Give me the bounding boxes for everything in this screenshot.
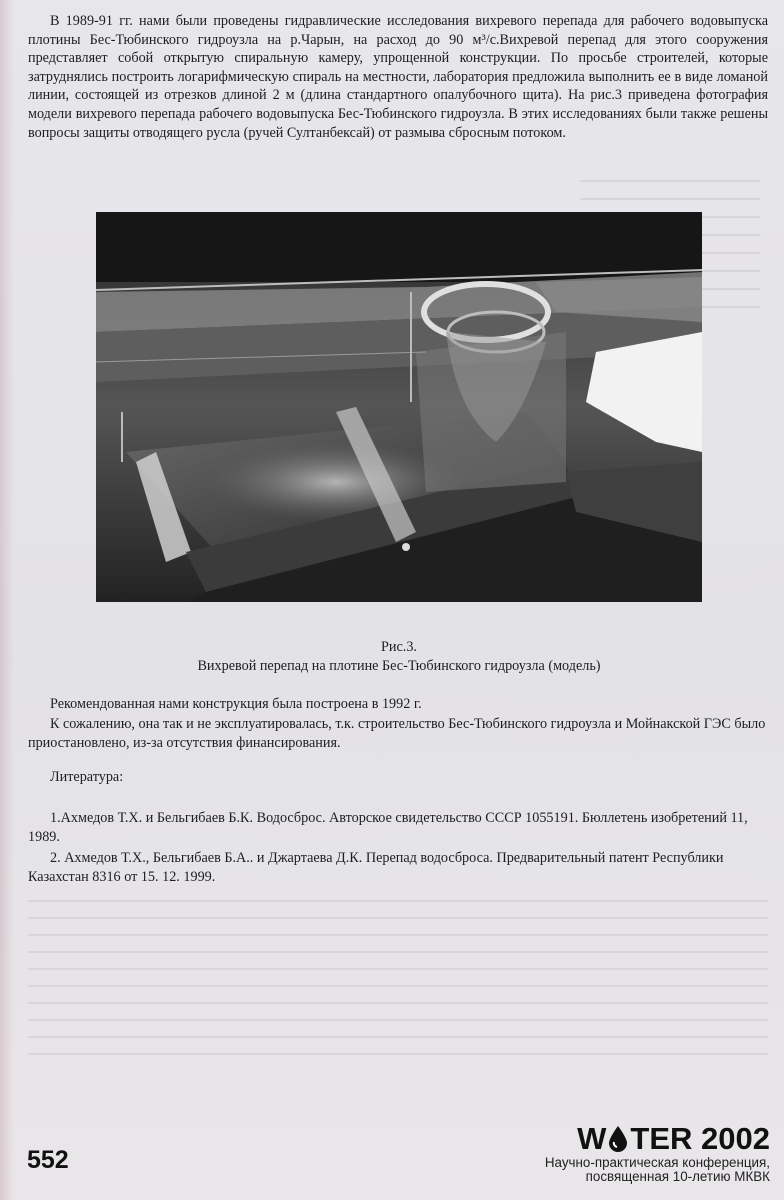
reference-item: 1.Ахмедов Т.Х. и Бельгибаев Б.К. Водосброс. Авторское свидетельство СССР 1055191. Бюллетень изобретений 11, 1989. (28, 810, 748, 845)
logo-letter-w: W (577, 1121, 607, 1156)
reference-item: 2. Ахмедов Т.Х., Бельгибаев Б.А.. и Джартаева Д.К. Перепад водосброса. Предварительный патент Республики Казахстан 8316 от 15. 12. 1999. (28, 850, 724, 885)
page-number: 552 (27, 1146, 69, 1174)
intro-paragraph: В 1989-91 гг. нами были проведены гидравлические исследования вихревого перепада для рабочего водовыпуска плотины Бес-Тюбинского гидроузла на р.Чарын, на расход до 90 м³/с.Вихревой перепад для этого сооружения представляет собой открытую спиральную камеру, упрощенной конструкции. По просьбе строителей, которые затруднялись построить логарифмическую спираль на местности, лаборатория предложила выполнить ее в виде ломаной линии, состоящей из отрезков длиной 2 м (длина стандартного опалубочного щита). На рис.3 приведена фотография модели вихревого перепада рабочего водовыпуска Бес-Тюбинского гидроузла. В этих исследованиях были также решены вопросы защиты отводящего русла (ручей Султанбексай) от размыва сбросным потоком. (28, 13, 768, 141)
references-heading: Литература: (50, 769, 124, 785)
show-through-lines (28, 900, 768, 1070)
water-2002-logo (480, 1122, 770, 1184)
figure-caption: Вихревой перепад на плотине Бес-Тюбинского гидроузла (модель) (197, 658, 601, 674)
logo-text: TER 2002 (630, 1121, 770, 1156)
figure-number: Рис.3. (381, 639, 417, 655)
vortex-drop-model-photo (96, 212, 702, 602)
logo-wordmark (577, 1122, 770, 1156)
conference-line-1: Научно-практическая конференция, (544, 1155, 770, 1170)
page-edge-shadow (0, 0, 14, 1200)
conference-line-2: посвященная 10-летию МКВК (585, 1169, 770, 1184)
figure-photo (96, 212, 702, 602)
paragraph-unfortunately: К сожалению, она так и не эксплуатировалась, т.к. строительство Бес-Тюбинского гидроузла и Мойнакской ГЭС было приостановлено, из-за отсутствия финансирования. (28, 716, 766, 751)
water-drop-icon (607, 1125, 629, 1153)
paragraph-construction: Рекомендованная нами конструкция была построена в 1992 г. (50, 696, 422, 712)
